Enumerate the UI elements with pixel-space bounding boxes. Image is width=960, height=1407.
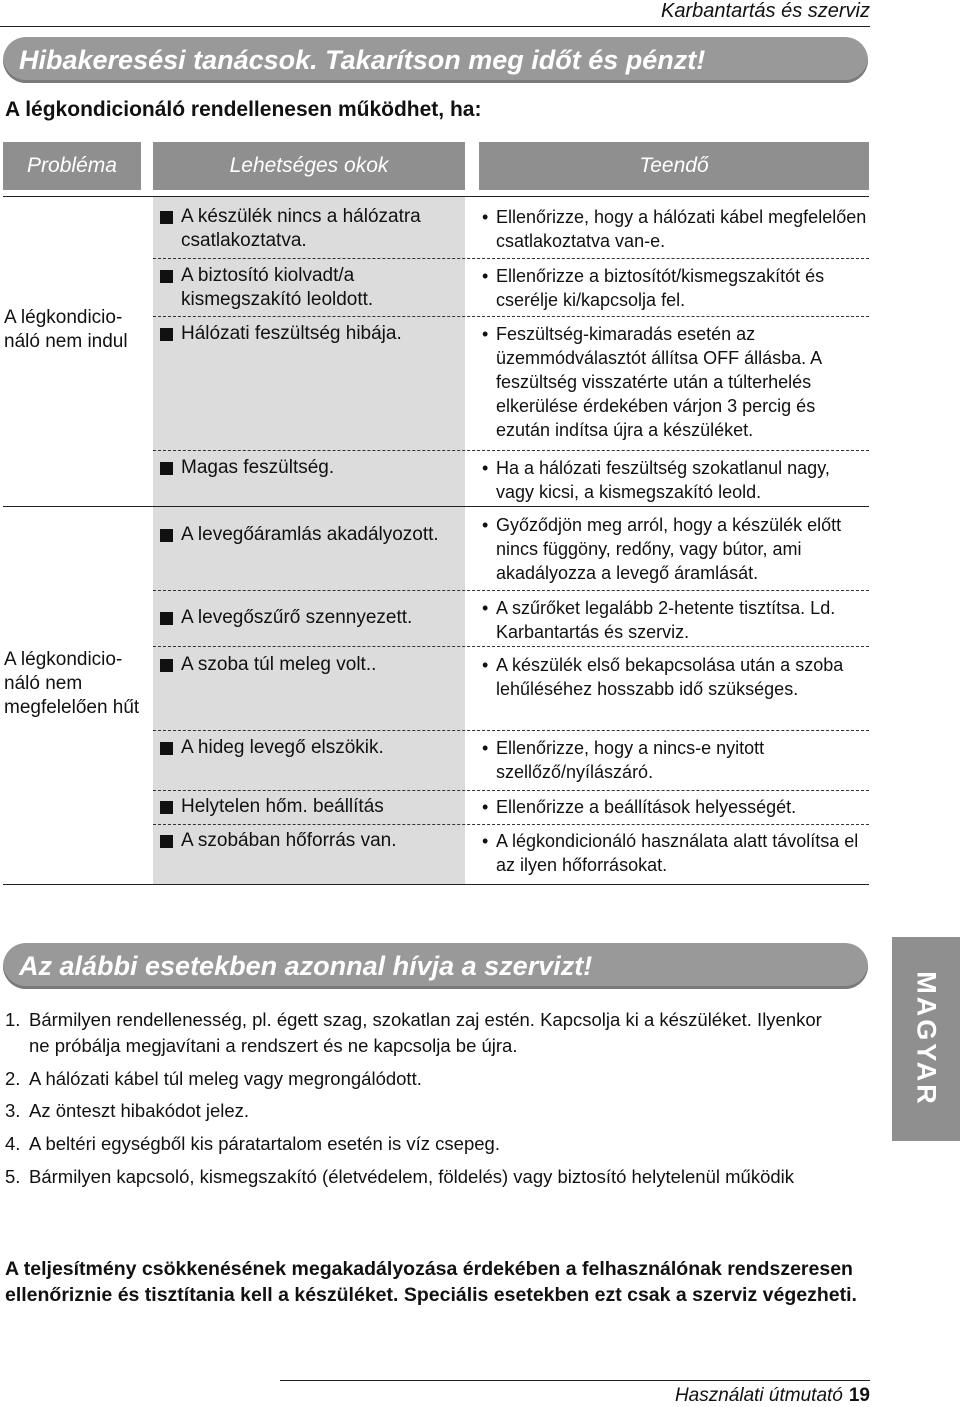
bullet-icon: • — [482, 738, 489, 758]
action-item: • Győződjön meg arról, hogy a készülék előtt nincs függöny, redőny, vagy bútor, ami akadályozza a levegő áramlását. — [482, 515, 842, 583]
row-separator — [153, 450, 869, 451]
manual-title: Használati útmutató — [674, 1385, 843, 1406]
col-header-causes: Lehetséges okok — [153, 142, 465, 190]
cause-item: Helytelen hőm. beállítás — [160, 795, 460, 819]
bullet-icon: • — [482, 458, 489, 478]
action-item: • Ellenőrizze a biztosítót/kismegszakítót és cserélje ki/kapcsolja fel. — [482, 266, 825, 310]
square-bullet-icon — [160, 270, 173, 283]
problem-not-starting: A légkondicio-náló nem indul — [4, 307, 128, 352]
action-item: • A légkondicionáló használata alatt távolítsa el az ilyen hőforrásokat. — [482, 831, 859, 875]
row-separator — [153, 790, 869, 791]
cause-item: Magas feszültség. — [160, 456, 460, 480]
problem-not-cooling: A légkondicio-náló nem megfelelően hűt — [4, 649, 140, 718]
maintenance-note: A teljesítmény csökkenésének megakadályozása érdekében a felhasználónak rendszeresen ellenőriznie és tisztítania kell a készüléket. Speciális esetekben ezt csak a szerviz végezheti. — [5, 1258, 857, 1306]
bullet-icon: • — [482, 831, 489, 851]
language-label: MAGYAR — [911, 971, 942, 1107]
troubleshooting-heading: Hibakeresési tanácsok. Takarítson meg időt és pénzt! — [19, 45, 706, 75]
square-bullet-icon — [160, 462, 173, 475]
row-separator — [153, 646, 869, 647]
cause-item: A levegőszűrő szennyezett. — [160, 606, 460, 630]
service-list-item: 5. Bármilyen kapcsoló, kismegszakító (életvédelem, földelés) vagy biztosító helytelenül működik — [5, 1166, 795, 1187]
row-separator — [153, 824, 869, 825]
page-footer — [675, 1385, 870, 1407]
service-heading: Az alábbi esetekben azonnal hívja a szervizt! — [19, 951, 593, 981]
row-separator — [153, 258, 869, 259]
service-list-item: 1. Bármilyen rendellenesség, pl. égett szag, szokatlan zaj estén. Kapcsolja ki a készüléket. Ilyenkor ne próbálja megjavítani a rendszert és ne kapcsolja be újra. — [5, 1009, 822, 1056]
bullet-icon: • — [482, 655, 489, 675]
col-header-problem: Probléma — [3, 142, 141, 190]
bullet-icon: • — [482, 515, 489, 535]
cause-item: A készülék nincs a hálózatra csatlakoztatva. — [160, 205, 460, 253]
table-top-rule — [3, 196, 869, 197]
header-rule — [0, 26, 870, 27]
service-list-item: 3. Az önteszt hibakódot jelez. — [5, 1100, 250, 1121]
cause-item: A levegőáramlás akadályozott. — [160, 523, 460, 547]
troubleshooting-banner — [3, 37, 868, 83]
action-item: • Ha a hálózati feszültség szokatlanul nagy, vagy kicsi, a kismegszakító leold. — [482, 458, 830, 502]
page-number: 19 — [848, 1385, 870, 1406]
action-item: • A szűrőket legalább 2-hetente tisztítsa. Ld. Karbantartás és szerviz. — [482, 598, 836, 642]
language-tab — [892, 937, 960, 1141]
square-bullet-icon — [160, 835, 173, 848]
bullet-icon: • — [482, 598, 489, 618]
square-bullet-icon — [160, 211, 173, 224]
bullet-icon: • — [482, 266, 489, 286]
cause-item: A szobában hőforrás van. — [160, 829, 460, 853]
action-item: • Ellenőrizze a beállítások helyességét. — [482, 797, 797, 817]
service-list-item: 2. A hálózati kábel túl meleg vagy megrongálódott. — [5, 1068, 422, 1089]
square-bullet-icon — [160, 328, 173, 341]
intro-text: A légkondicionáló rendellenesen működhet, ha: — [5, 98, 482, 121]
bullet-icon: • — [482, 207, 489, 227]
table-bottom-rule — [3, 884, 869, 885]
square-bullet-icon — [160, 659, 173, 672]
square-bullet-icon — [160, 612, 173, 625]
group-separator — [3, 506, 869, 507]
square-bullet-icon — [160, 801, 173, 814]
row-separator — [153, 590, 869, 591]
action-item: • Feszültség-kimaradás esetén az üzemmódválasztót állítsa OFF állásba. A feszültség visszatérte után a túlterhelés elkerülése érdekében várjon 3 percig és ezután indítsa újra a készüléket. — [482, 324, 822, 440]
row-separator — [153, 730, 869, 731]
footer-rule — [280, 1380, 870, 1381]
cause-item: A biztosító kiolvadt/a kismegszakító leoldott. — [160, 264, 460, 312]
cause-item: A hideg levegő elszökik. — [160, 736, 460, 760]
section-title: Karbantartás és szerviz — [661, 0, 870, 22]
square-bullet-icon — [160, 529, 173, 542]
col-header-action: Teendő — [479, 142, 869, 190]
service-banner — [3, 943, 868, 989]
cause-item: Hálózati feszültség hibája. — [160, 322, 460, 346]
action-item: • A készülék első bekapcsolása után a szoba lehűléséhez hosszabb idő szükséges. — [482, 655, 844, 699]
bullet-icon: • — [482, 324, 489, 344]
action-item: • Ellenőrizze, hogy a nincs-e nyitott szellőző/nyílászáró. — [482, 738, 765, 782]
cause-item: A szoba túl meleg volt.. — [160, 653, 460, 677]
square-bullet-icon — [160, 742, 173, 755]
bullet-icon: • — [482, 797, 489, 817]
service-list-item: 4. A beltéri egységből kis páratartalom esetén is víz csepeg. — [5, 1133, 500, 1154]
action-item: • Ellenőrizze, hogy a hálózati kábel megfelelően csatlakoztatva van-e. — [482, 207, 867, 251]
row-separator — [153, 316, 869, 317]
